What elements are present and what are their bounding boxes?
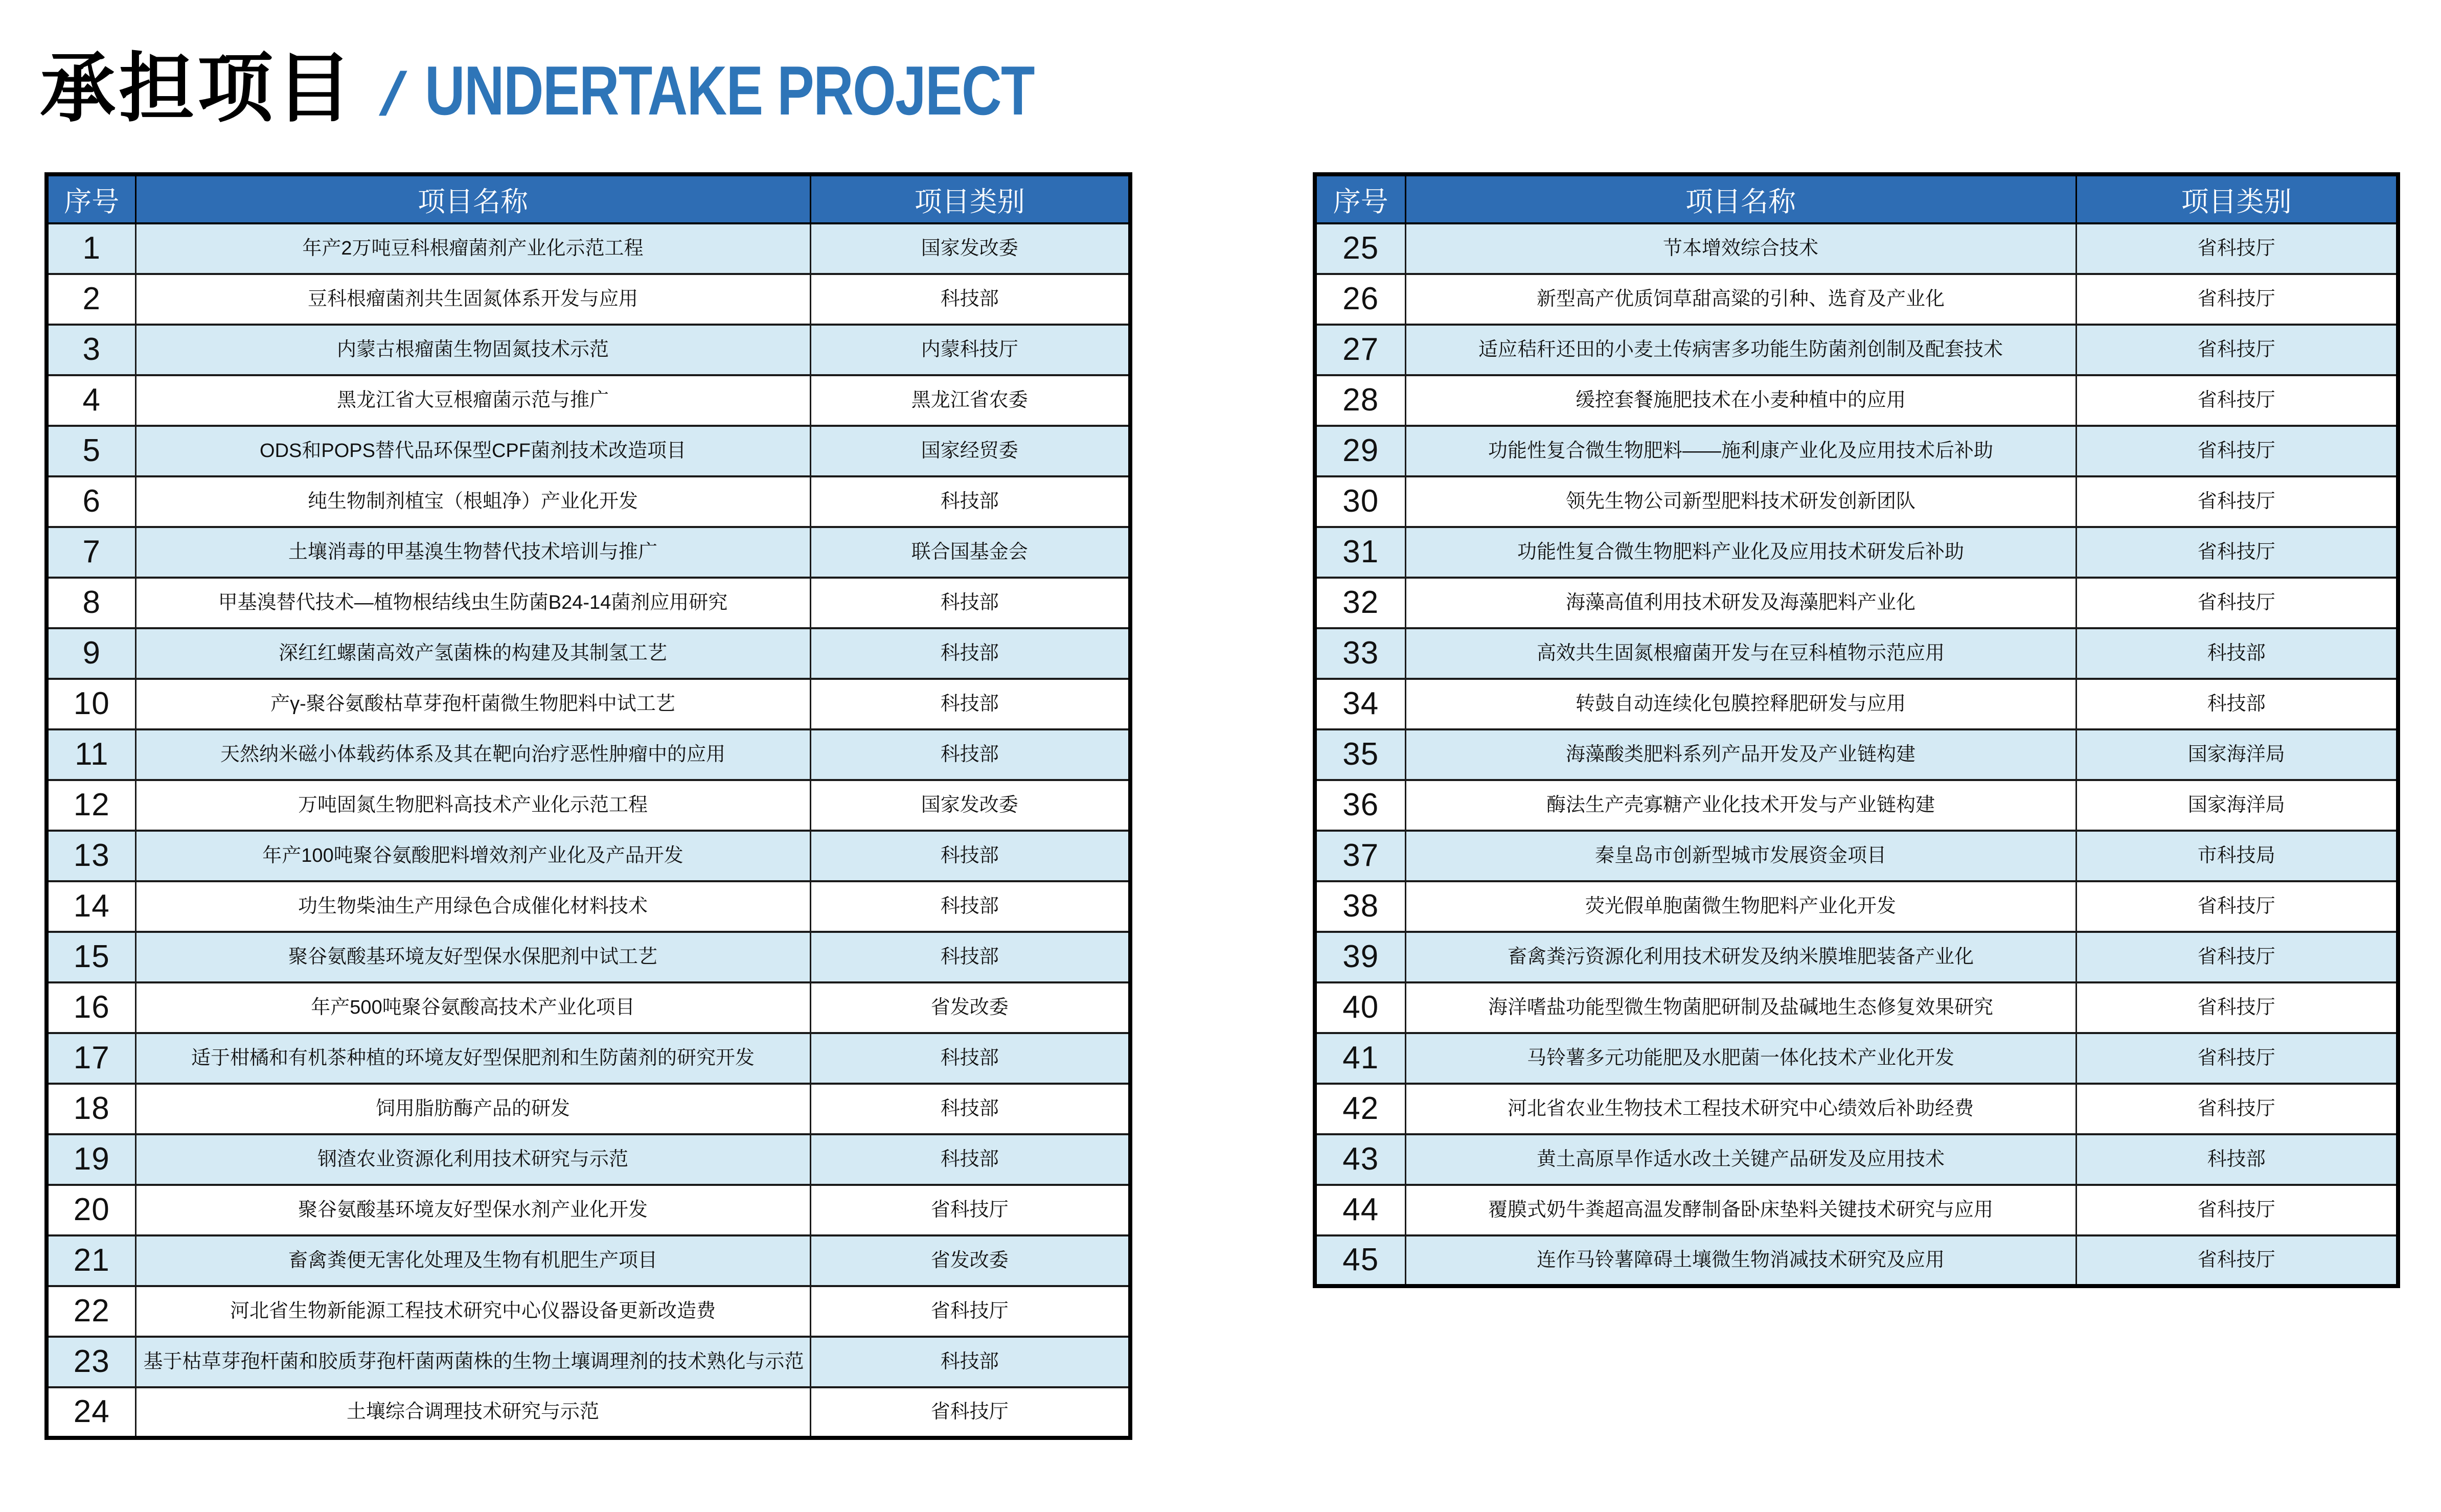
table-row [1315,426,2398,476]
project-category-cell: 科技部 [810,578,1130,628]
table-row [1315,1134,2398,1185]
row-number-cell: 20 [47,1185,135,1235]
project-category-cell: 省科技厅 [2076,578,2398,628]
project-category-cell: 省科技厅 [2076,932,2398,982]
project-category-cell: 内蒙科技厅 [810,325,1130,375]
table-row [1315,780,2398,831]
project-name-cell: 基于枯草芽孢杆菌和胶质芽孢杆菌两菌株的生物土壤调理剂的技术熟化与示范 [135,1337,810,1387]
project-category-cell: 省发改委 [810,1235,1130,1286]
column-header-project-category: 项目类别 [810,174,1130,223]
project-category-cell: 省科技厅 [2076,1235,2398,1286]
project-name-cell: 新型高产优质饲草甜高粱的引种、选育及产业化 [1405,274,2076,325]
row-number-cell: 35 [1315,729,1405,780]
table-row [1315,578,2398,628]
table-row [47,1033,1130,1084]
table-row [1315,274,2398,325]
project-name-cell: 海藻高值利用技术研发及海藻肥料产业化 [1405,578,2076,628]
row-number-cell: 12 [47,780,135,831]
project-name-cell: 适于柑橘和有机茶种植的环境友好型保肥剂和生防菌剂的研究开发 [135,1033,810,1084]
row-number-cell: 30 [1315,476,1405,527]
row-number-cell: 14 [47,881,135,932]
project-category-cell: 省科技厅 [2076,527,2398,578]
project-category-cell: 省科技厅 [2076,426,2398,476]
row-number-cell: 11 [47,729,135,780]
row-number-cell: 34 [1315,679,1405,729]
row-number-cell: 10 [47,679,135,729]
row-number-cell: 31 [1315,527,1405,578]
table-row [47,476,1130,527]
project-name-cell: 黑龙江省大豆根瘤菌示范与推广 [135,375,810,426]
project-name-cell: 领先生物公司新型肥料技术研发创新团队 [1405,476,2076,527]
row-number-cell: 22 [47,1286,135,1337]
row-number-cell: 36 [1315,780,1405,831]
project-category-cell: 科技部 [810,1337,1130,1387]
column-header-project-category: 项目类别 [2076,174,2398,223]
row-number-cell: 21 [47,1235,135,1286]
table-row [47,426,1130,476]
project-name-cell: 海洋嗜盐功能型微生物菌肥研制及盐碱地生态修复效果研究 [1405,982,2076,1033]
project-name-cell: 土壤消毒的甲基溴生物替代技术培训与推广 [135,527,810,578]
table-row [1315,476,2398,527]
row-number-cell: 19 [47,1134,135,1185]
table-row [47,325,1130,375]
project-name-cell: 秦皇岛市创新型城市发展资金项目 [1405,831,2076,881]
row-number-cell: 28 [1315,375,1405,426]
project-name-cell: 年产100吨聚谷氨酸肥料增效剂产业化及产品开发 [135,831,810,881]
table-row [47,932,1130,982]
table-row [47,1134,1130,1185]
project-category-cell: 省科技厅 [2076,1084,2398,1134]
project-name-cell: 覆膜式奶牛粪超高温发酵制备卧床垫料关键技术研究与应用 [1405,1185,2076,1235]
project-category-cell: 科技部 [810,932,1130,982]
project-name-cell: 畜禽粪污资源化利用技术研发及纳米膜堆肥装备产业化 [1405,932,2076,982]
table-row [47,628,1130,679]
project-name-cell: 饲用脂肪酶产品的研发 [135,1084,810,1134]
column-header-project-name: 项目名称 [1405,174,2076,223]
table-row [47,1337,1130,1387]
project-category-cell: 科技部 [810,881,1130,932]
project-category-cell: 科技部 [2076,679,2398,729]
project-category-cell: 科技部 [810,1033,1130,1084]
project-category-cell: 科技部 [810,476,1130,527]
table-row [47,1235,1130,1286]
table-row [47,1387,1130,1438]
project-category-cell: 省发改委 [810,982,1130,1033]
table-row [1315,982,2398,1033]
table-row [47,375,1130,426]
table-header-row [47,174,1130,223]
row-number-cell: 16 [47,982,135,1033]
table-row [1315,223,2398,274]
table-row [47,1185,1130,1235]
project-name-cell: 海藻酸类肥料系列产品开发及产业链构建 [1405,729,2076,780]
project-name-cell: 河北省农业生物技术工程技术研究中心绩效后补助经费 [1405,1084,2076,1134]
project-name-cell: 缓控套餐施肥技术在小麦种植中的应用 [1405,375,2076,426]
project-category-cell: 科技部 [810,1084,1130,1134]
page-title-en: UNDERTAKE PROJECT [424,52,1034,129]
table-row [47,578,1130,628]
table-row [47,780,1130,831]
row-number-cell: 26 [1315,274,1405,325]
project-name-cell: 年产500吨聚谷氨酸高技术产业化项目 [135,982,810,1033]
project-category-cell: 省科技厅 [810,1387,1130,1438]
row-number-cell: 38 [1315,881,1405,932]
row-number-cell: 44 [1315,1185,1405,1235]
project-category-cell: 省科技厅 [2076,1185,2398,1235]
project-category-cell: 省科技厅 [2076,1033,2398,1084]
project-name-cell: 适应秸秆还田的小麦土传病害多功能生防菌剂创制及配套技术 [1405,325,2076,375]
row-number-cell: 33 [1315,628,1405,679]
row-number-cell: 13 [47,831,135,881]
project-category-cell: 省科技厅 [2076,982,2398,1033]
column-header-no: 序号 [47,174,135,223]
row-number-cell: 17 [47,1033,135,1084]
project-name-cell: 聚谷氨酸基环境友好型保水剂产业化开发 [135,1185,810,1235]
row-number-cell: 32 [1315,578,1405,628]
project-name-cell: 河北省生物新能源工程技术研究中心仪器设备更新改造费 [135,1286,810,1337]
row-number-cell: 7 [47,527,135,578]
project-category-cell: 科技部 [810,274,1130,325]
project-name-cell: 天然纳米磁小体载药体系及其在靶向治疗恶性肿瘤中的应用 [135,729,810,780]
table-row [47,881,1130,932]
row-number-cell: 15 [47,932,135,982]
project-name-cell: 钢渣农业资源化利用技术研究与示范 [135,1134,810,1185]
table-row [1315,325,2398,375]
project-name-cell: 马铃薯多元功能肥及水肥菌一体化技术产业化开发 [1405,1033,2076,1084]
table-row [47,223,1130,274]
project-category-cell: 省科技厅 [810,1286,1130,1337]
project-name-cell: 产γ-聚谷氨酸枯草芽孢杆菌微生物肥料中试工艺 [135,679,810,729]
table-row [1315,729,2398,780]
undertake-project-table-left [44,172,1132,1440]
table-row [47,982,1130,1033]
table-row [1315,1084,2398,1134]
project-category-cell: 省科技厅 [2076,325,2398,375]
table-row [1315,932,2398,982]
row-number-cell: 45 [1315,1235,1405,1286]
project-name-cell: 纯生物制剂植宝（根蛆净）产业化开发 [135,476,810,527]
column-header-no: 序号 [1315,174,1405,223]
table-row [47,729,1130,780]
project-category-cell: 省科技厅 [2076,375,2398,426]
project-name-cell: 转鼓自动连续化包膜控释肥研发与应用 [1405,679,2076,729]
project-name-cell: 连作马铃薯障碍土壤微生物消减技术研究及应用 [1405,1235,2076,1286]
table-row [47,679,1130,729]
table-row [1315,527,2398,578]
project-category-cell: 国家海洋局 [2076,780,2398,831]
row-number-cell: 39 [1315,932,1405,982]
table-row [1315,1033,2398,1084]
project-category-cell: 科技部 [810,628,1130,679]
row-number-cell: 25 [1315,223,1405,274]
project-category-cell: 省科技厅 [2076,223,2398,274]
table-row [47,274,1130,325]
table-row [47,831,1130,881]
project-name-cell: 甲基溴替代技术—植物根结线虫生防菌B24-14菌剂应用研究 [135,578,810,628]
project-name-cell: 深红红螺菌高效产氢菌株的构建及其制氢工艺 [135,628,810,679]
row-number-cell: 42 [1315,1084,1405,1134]
row-number-cell: 4 [47,375,135,426]
table-row [1315,679,2398,729]
row-number-cell: 9 [47,628,135,679]
page-title-zh: 承担项目 [40,47,355,131]
row-number-cell: 27 [1315,325,1405,375]
project-category-cell: 联合国基金会 [810,527,1130,578]
page-title [40,47,1187,131]
row-number-cell: 23 [47,1337,135,1387]
project-name-cell: 黄土高原旱作适水改土关键产品研发及应用技术 [1405,1134,2076,1185]
undertake-project-table-right [1313,172,2400,1288]
row-number-cell: 41 [1315,1033,1405,1084]
project-name-cell: 功能性复合微生物肥料产业化及应用技术研发后补助 [1405,527,2076,578]
project-name-cell: 高效共生固氮根瘤菌开发与在豆科植物示范应用 [1405,628,2076,679]
column-header-project-name: 项目名称 [135,174,810,223]
table-row [1315,831,2398,881]
project-category-cell: 科技部 [2076,628,2398,679]
table-row [1315,1185,2398,1235]
row-number-cell: 29 [1315,426,1405,476]
project-name-cell: 聚谷氨酸基环境友好型保水保肥剂中试工艺 [135,932,810,982]
project-name-cell: 年产2万吨豆科根瘤菌剂产业化示范工程 [135,223,810,274]
table-body-left [47,223,1130,1438]
project-name-cell: 万吨固氮生物肥料高技术产业化示范工程 [135,780,810,831]
project-category-cell: 国家发改委 [810,223,1130,274]
project-category-cell: 科技部 [810,831,1130,881]
row-number-cell: 6 [47,476,135,527]
table-row [1315,1235,2398,1286]
project-category-cell: 省科技厅 [2076,274,2398,325]
table-row [47,1084,1130,1134]
project-category-cell: 省科技厅 [2076,476,2398,527]
project-category-cell: 省科技厅 [2076,881,2398,932]
project-category-cell: 市科技局 [2076,831,2398,881]
project-name-cell: 功生物柴油生产用绿色合成催化材料技术 [135,881,810,932]
project-name-cell: 土壤综合调理技术研究与示范 [135,1387,810,1438]
table-row [1315,881,2398,932]
title-slash-decoration: / [375,60,411,128]
project-name-cell: ODS和POPS替代品环保型CPF菌剂技术改造项目 [135,426,810,476]
project-name-cell: 内蒙古根瘤菌生物固氮技术示范 [135,325,810,375]
table-header-row [1315,174,2398,223]
project-name-cell: 荧光假单胞菌微生物肥料产业化开发 [1405,881,2076,932]
table-row [1315,375,2398,426]
project-name-cell: 豆科根瘤菌剂共生固氮体系开发与应用 [135,274,810,325]
row-number-cell: 1 [47,223,135,274]
project-category-cell: 省科技厅 [810,1185,1130,1235]
row-number-cell: 37 [1315,831,1405,881]
project-name-cell: 畜禽粪便无害化处理及生物有机肥生产项目 [135,1235,810,1286]
row-number-cell: 43 [1315,1134,1405,1185]
project-category-cell: 科技部 [810,729,1130,780]
project-category-cell: 国家经贸委 [810,426,1130,476]
project-category-cell: 国家发改委 [810,780,1130,831]
table-body-right [1315,223,2398,1286]
project-category-cell: 科技部 [810,679,1130,729]
table-row [47,1286,1130,1337]
row-number-cell: 24 [47,1387,135,1438]
project-name-cell: 节本增效综合技术 [1405,223,2076,274]
table-row [47,527,1130,578]
row-number-cell: 40 [1315,982,1405,1033]
row-number-cell: 18 [47,1084,135,1134]
row-number-cell: 8 [47,578,135,628]
table-row [1315,628,2398,679]
row-number-cell: 5 [47,426,135,476]
project-category-cell: 国家海洋局 [2076,729,2398,780]
project-name-cell: 功能性复合微生物肥料——施利康产业化及应用技术后补助 [1405,426,2076,476]
project-category-cell: 黑龙江省农委 [810,375,1130,426]
row-number-cell: 3 [47,325,135,375]
project-name-cell: 酶法生产壳寡糖产业化技术开发与产业链构建 [1405,780,2076,831]
project-category-cell: 科技部 [810,1134,1130,1185]
row-number-cell: 2 [47,274,135,325]
project-category-cell: 科技部 [2076,1134,2398,1185]
